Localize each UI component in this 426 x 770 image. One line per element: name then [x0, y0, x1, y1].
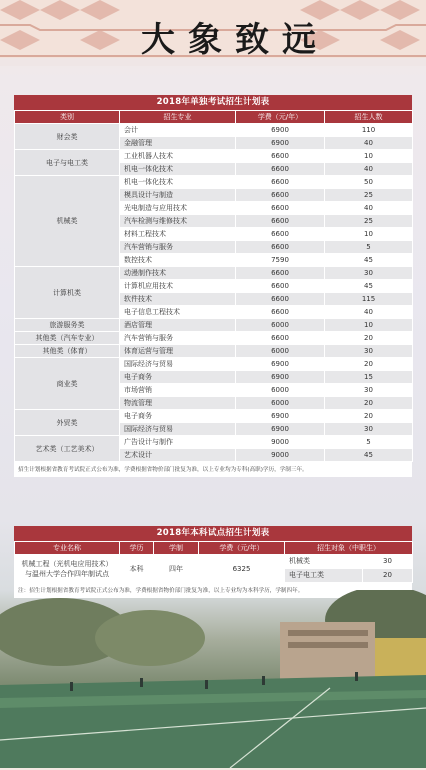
campus-photo	[0, 590, 426, 768]
tuition-cell: 6600	[236, 293, 325, 306]
header-major: 招生专业	[120, 111, 236, 124]
table-row	[15, 345, 413, 358]
major-cell: 体育运营与管理	[120, 345, 236, 358]
table-row	[15, 410, 413, 423]
quota-cell: 10	[325, 228, 413, 241]
table-row	[15, 358, 413, 371]
tuition-cell: 7590	[236, 254, 325, 267]
target-quota: 30	[363, 555, 413, 569]
header-tuition-2: 学费（元/年）	[199, 542, 285, 555]
single-exam-plan-panel	[14, 95, 412, 477]
table2-note: 注：招生计划根据省教育考试院正式公布为准，学费根据省物价部门批复为准，以上专业均为本科学历，学制四年。	[14, 583, 412, 598]
quota-cell: 40	[325, 306, 413, 319]
program-name-line1: 机械工程（光机电应用技术）	[21, 559, 113, 568]
tuition-cell: 6600	[236, 176, 325, 189]
tuition-cell: 6600	[236, 189, 325, 202]
table-row	[15, 436, 413, 449]
quota-cell: 20	[325, 410, 413, 423]
table-row	[15, 332, 413, 345]
quota-cell: 45	[325, 254, 413, 267]
header-duration: 学制	[154, 542, 199, 555]
table1-note: 招生计划根据省教育考试院正式公布为准，学费根据省物价部门批复为准，以上专业均为专科(高职)学历，学制三年。	[14, 462, 412, 477]
category-cell: 机械类	[15, 176, 120, 267]
program-name-cell	[15, 555, 120, 583]
tuition-cell: 6600	[236, 215, 325, 228]
table2-row	[15, 555, 413, 569]
quota-cell: 30	[325, 345, 413, 358]
quota-cell: 40	[325, 137, 413, 150]
quota-cell: 20	[325, 332, 413, 345]
tuition-cell: 6900	[236, 410, 325, 423]
tuition-cell: 6900	[236, 137, 325, 150]
tuition-cell: 9000	[236, 449, 325, 462]
major-cell: 国际经济与贸易	[120, 358, 236, 371]
table-row	[15, 267, 413, 280]
category-cell: 外贸类	[15, 410, 120, 436]
quota-cell: 25	[325, 215, 413, 228]
table2-header-row	[15, 542, 413, 555]
quota-cell: 30	[325, 384, 413, 397]
major-cell: 工业机器人技术	[120, 150, 236, 163]
program-name-line2: 与温州大学合作四年制试点	[25, 569, 109, 578]
tuition-cell: 6600	[236, 332, 325, 345]
header-degree: 学历	[120, 542, 154, 555]
table-row	[15, 319, 413, 332]
category-cell: 旅游服务类	[15, 319, 120, 332]
tuition-cell: 6900	[236, 124, 325, 137]
header-char-2: 象	[188, 20, 222, 60]
tuition-cell: 6600	[236, 202, 325, 215]
tuition-cell: 6600	[236, 163, 325, 176]
tuition-cell: 9000	[236, 436, 325, 449]
target-quota: 20	[363, 569, 413, 583]
single-exam-plan-table	[14, 110, 413, 462]
quota-cell: 50	[325, 176, 413, 189]
table-row	[15, 150, 413, 163]
header-quota: 招生人数	[325, 111, 413, 124]
category-cell: 商业类	[15, 358, 120, 410]
tuition-cell: 6600	[236, 267, 325, 280]
tuition-cell: 6000	[236, 319, 325, 332]
category-cell: 其他类（汽车专业）	[15, 332, 120, 345]
major-cell: 光电制造与应用技术	[120, 202, 236, 215]
header-program: 专业名称	[15, 542, 120, 555]
category-cell: 电子与电工类	[15, 150, 120, 176]
quota-cell: 115	[325, 293, 413, 306]
tuition-cell: 6000	[236, 397, 325, 410]
major-cell: 机电一体化技术	[120, 176, 236, 189]
quota-cell: 15	[325, 371, 413, 384]
campus-scene-illustration	[0, 590, 426, 768]
quota-cell: 20	[325, 397, 413, 410]
major-cell: 模具设计与制造	[120, 189, 236, 202]
undergrad-pilot-table	[14, 541, 413, 583]
quota-cell: 5	[325, 241, 413, 254]
major-cell: 软件技术	[120, 293, 236, 306]
tuition-cell: 6600	[236, 228, 325, 241]
quota-cell: 5	[325, 436, 413, 449]
header-tuition: 学费（元/年）	[236, 111, 325, 124]
major-cell: 国际经济与贸易	[120, 423, 236, 436]
target-name: 机械类	[285, 555, 363, 569]
degree-cell: 本科	[120, 555, 154, 583]
tuition-cell: 6600	[236, 306, 325, 319]
quota-cell: 40	[325, 163, 413, 176]
target-name: 电子电工类	[285, 569, 363, 583]
quota-cell: 40	[325, 202, 413, 215]
major-cell: 计算机应用技术	[120, 280, 236, 293]
quota-cell: 110	[325, 124, 413, 137]
tuition-cell: 6600	[236, 150, 325, 163]
major-cell: 市场营销	[120, 384, 236, 397]
tuition-cell: 6900	[236, 358, 325, 371]
quota-cell: 30	[325, 267, 413, 280]
category-cell: 计算机类	[15, 267, 120, 319]
major-cell: 汽车营销与服务	[120, 332, 236, 345]
duration-cell: 四年	[154, 555, 199, 583]
major-cell: 会计	[120, 124, 236, 137]
quota-cell: 45	[325, 449, 413, 462]
category-cell: 艺术类（工艺美术）	[15, 436, 120, 462]
major-cell: 汽车检测与维修技术	[120, 215, 236, 228]
quota-cell: 45	[325, 280, 413, 293]
category-cell: 其他类（体育）	[15, 345, 120, 358]
tuition-cell: 6900	[236, 423, 325, 436]
header-char-1: 大	[141, 20, 175, 60]
quota-cell: 30	[325, 423, 413, 436]
header-char-3: 致	[235, 20, 269, 60]
major-cell: 艺术设计	[120, 449, 236, 462]
major-cell: 汽车营销与服务	[120, 241, 236, 254]
tuition-cell: 6000	[236, 384, 325, 397]
header-banner	[0, 0, 426, 66]
major-cell: 酒店管理	[120, 319, 236, 332]
tuition-cell: 6000	[236, 345, 325, 358]
undergrad-pilot-panel	[14, 526, 412, 598]
major-cell: 物流管理	[120, 397, 236, 410]
table-row	[15, 176, 413, 189]
major-cell: 材料工程技术	[120, 228, 236, 241]
table-row	[15, 124, 413, 137]
tuition-cell: 6600	[236, 241, 325, 254]
table1-title: 2018年单独考试招生计划表	[14, 95, 412, 110]
category-cell: 财会类	[15, 124, 120, 150]
major-cell: 动漫制作技术	[120, 267, 236, 280]
tuition-cell: 6325	[199, 555, 285, 583]
quota-cell: 10	[325, 150, 413, 163]
tuition-cell: 6600	[236, 280, 325, 293]
major-cell: 广告设计与制作	[120, 436, 236, 449]
header-char-4: 远	[282, 20, 316, 60]
table2-title: 2018年本科试点招生计划表	[14, 526, 412, 541]
table1-body	[15, 124, 413, 462]
major-cell: 电子商务	[120, 410, 236, 423]
quota-cell: 10	[325, 319, 413, 332]
tuition-cell: 6900	[236, 371, 325, 384]
quota-cell: 25	[325, 189, 413, 202]
major-cell: 电子信息工程技术	[120, 306, 236, 319]
major-cell: 机电一体化技术	[120, 163, 236, 176]
header-target: 招生对象（中职生）	[285, 542, 413, 555]
major-cell: 金融管理	[120, 137, 236, 150]
header-category: 类别	[15, 111, 120, 124]
quota-cell: 20	[325, 358, 413, 371]
major-cell: 电子商务	[120, 371, 236, 384]
table1-header-row	[15, 111, 413, 124]
major-cell: 数控技术	[120, 254, 236, 267]
